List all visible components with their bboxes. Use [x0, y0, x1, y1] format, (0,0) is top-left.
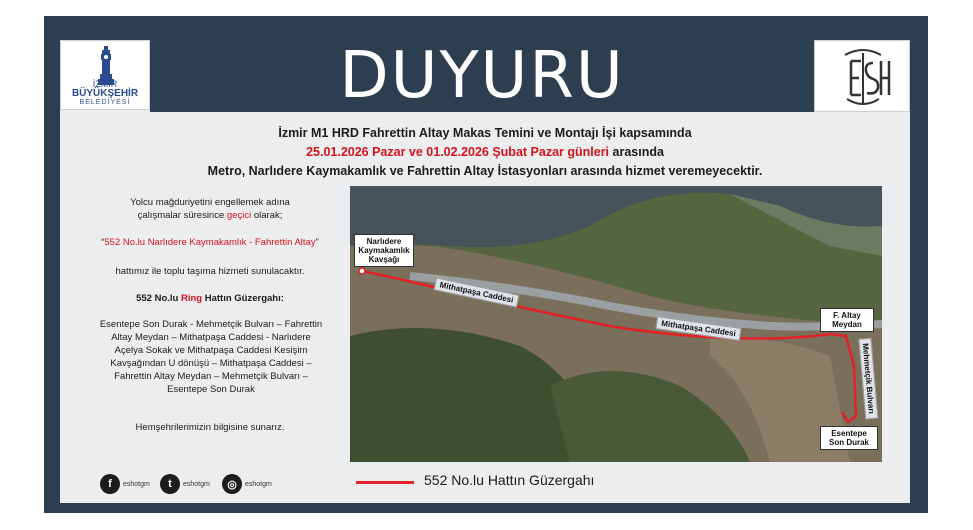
title-banner — [150, 40, 814, 112]
twitter-handle: eshotgm — [183, 480, 210, 488]
temporary-word: geçici — [226, 210, 252, 221]
headline-line-3: Metro, Narlıdere Kaymakamlık ve Fahrettin Altay İstasyonları arasında hizmet veremeyecektir. — [207, 164, 763, 178]
social-facebook[interactable] — [100, 472, 150, 496]
satellite-map-image — [350, 186, 882, 462]
label-narlidere: Narlıdere Kaymakamlık Kavşağı — [354, 234, 414, 267]
headline-between: arasında — [609, 145, 664, 159]
izmir-logo — [60, 40, 150, 110]
eshot-monogram-icon — [815, 41, 911, 113]
social-instagram[interactable] — [222, 472, 272, 496]
label-fahrettin-altay: F. Altay Meydan — [820, 308, 874, 332]
facebook-handle: eshotgm — [123, 480, 150, 488]
route-map — [350, 186, 882, 462]
closing-text: Hemşehrilerimizin bilgisine sunarız. — [135, 422, 285, 433]
instagram-handle: eshotgm — [245, 480, 272, 488]
eshot-logo — [814, 40, 910, 112]
route-name: “552 No.lu Narlıdere Kaymakamlık - Fahrettin Altay” — [101, 237, 319, 248]
facebook-icon: f — [100, 474, 120, 494]
intro-line-1: Yolcu mağduriyetini engellemek adına — [130, 197, 290, 208]
headline-line-2 — [120, 145, 850, 159]
social-twitter[interactable] — [160, 472, 210, 496]
route-legend-line — [356, 481, 414, 484]
logo-line-belediyesi: BELEDİYESİ — [79, 99, 131, 106]
logo-line-izmir: İZMİR — [92, 79, 118, 89]
street-label-mithatpasa-2: Mithatpaşa Caddesi — [656, 316, 742, 341]
twitter-icon: t — [160, 474, 180, 494]
instagram-icon: ◎ — [222, 474, 242, 494]
route-description: Esentepe Son Durak - Mehmetçik Bulvarı – Fahrettin Altay Meydan – Mithatpaşa Caddesi - Narlıdere Açelya Sokak ve Mithatpaşa Caddesi Kesişim Kavşağından U dönüşü – Mithatpaşa Caddesi – Fahrettin Altay Meydan – Mehmetçik Bulvarı – Esentepe Son Durak — [99, 319, 323, 395]
headline-dates: 25.01.2026 Pazar ve 01.02.2026 Şubat Pazar günleri — [306, 145, 610, 159]
headline-line-1: İzmir M1 HRD Fahrettin Altay Makas Temini ve Montajı İşi kapsamında — [278, 126, 692, 140]
announcement-panel — [60, 40, 910, 503]
announcement-frame — [44, 16, 928, 513]
service-text: hattımız ile toplu taşıma hizmeti sunulacaktır. — [115, 266, 305, 277]
route-heading: 552 No.lu Ring Hattın Güzergahı: — [136, 293, 284, 304]
route-name-red: 552 No.lu Narlıdere Kaymakamlık - Fahrettin Altay — [104, 237, 316, 248]
street-label-mithatpasa-1: Mithatpaşa Caddesi — [434, 277, 520, 307]
label-esentepe: Esentepe Son Durak — [820, 426, 878, 450]
ring-word: Ring — [180, 293, 203, 304]
street-label-mehmetcik: Mehmetçik Bulvarı — [858, 338, 878, 420]
intro-line-2: çalışmalar süresince geçici olarak; — [137, 210, 283, 221]
page-title: DUYURU — [339, 39, 625, 113]
logo-line-buyuksehir: BÜYÜKŞEHİR — [71, 88, 139, 99]
intro-text — [78, 196, 342, 222]
route-legend-text: 552 No.lu Hattın Güzergahı — [424, 472, 595, 488]
